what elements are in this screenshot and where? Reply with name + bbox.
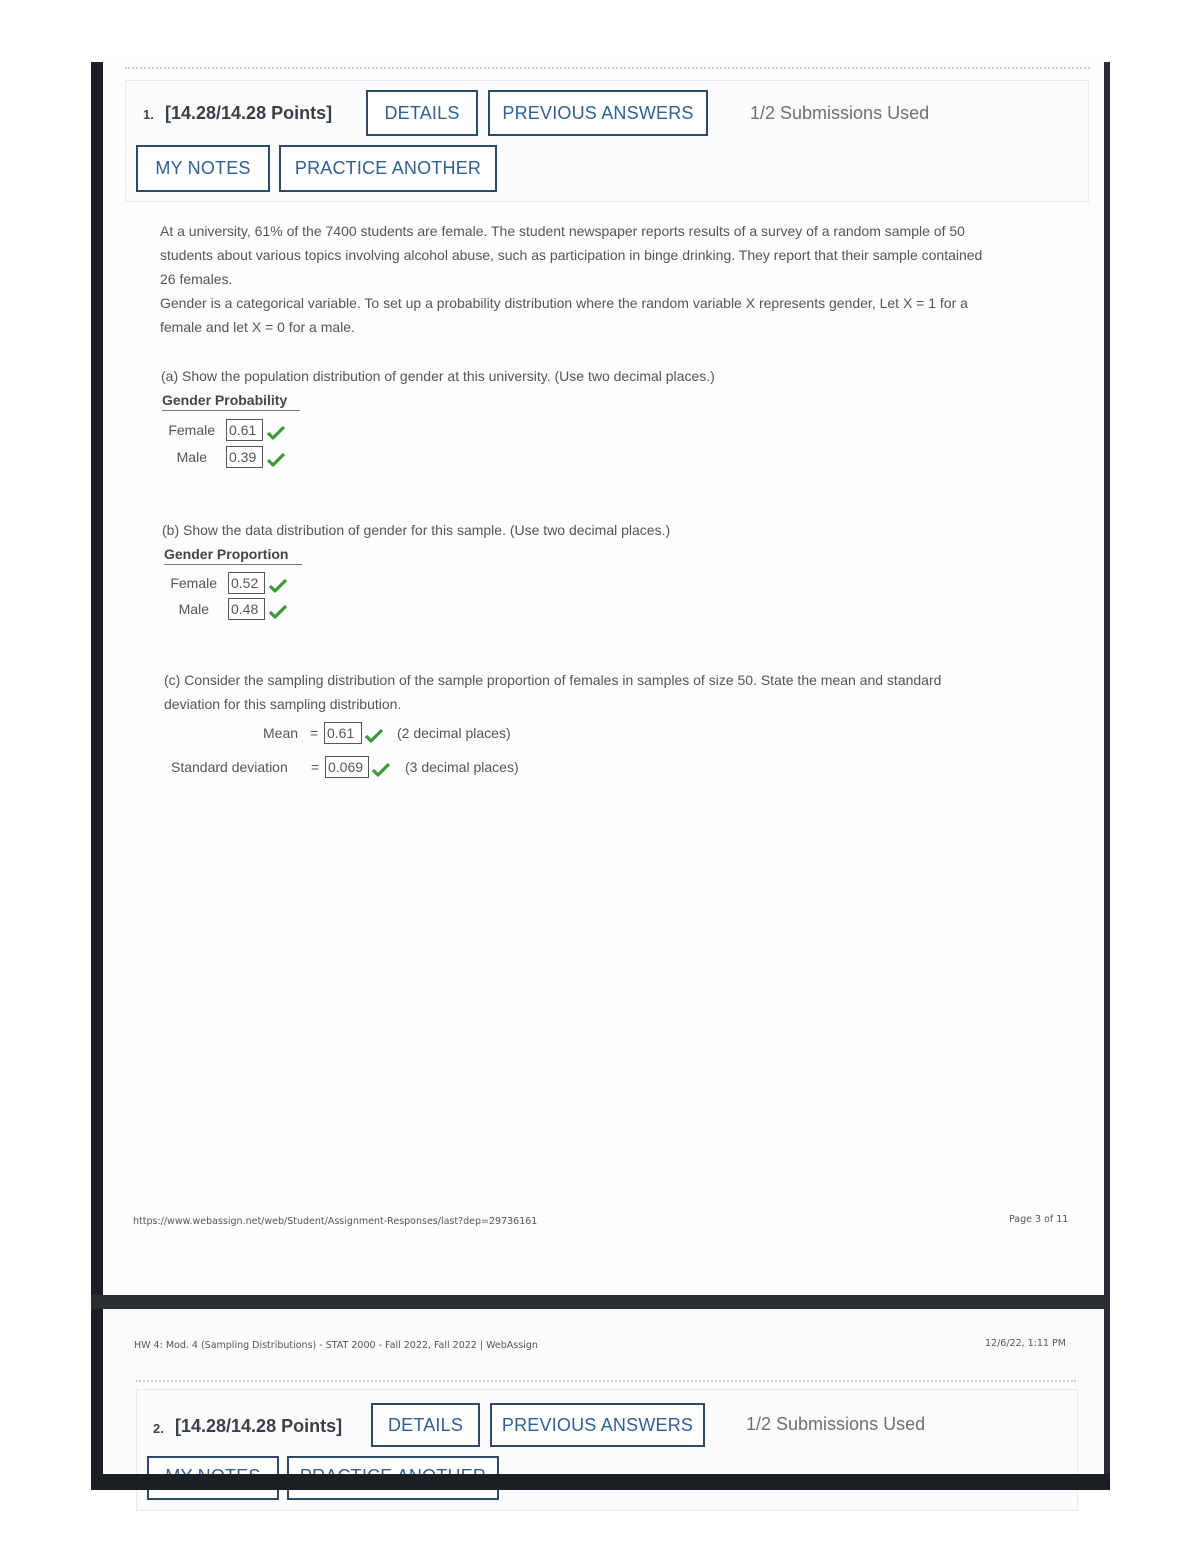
screen-bezel-left <box>91 62 103 1490</box>
mean-label: Mean <box>263 725 299 741</box>
part-c-prompt-line: deviation for this sampling distribution. <box>164 696 402 712</box>
my-notes-button[interactable]: MY NOTES <box>136 145 270 192</box>
submissions-used: 1/2 Submissions Used <box>746 1414 926 1434</box>
check-icon <box>267 453 285 467</box>
page-divider <box>125 67 1090 69</box>
previous-answers-button[interactable]: PREVIOUS ANSWERS <box>490 1403 705 1447</box>
answer-male-proportion[interactable]: 0.48 <box>228 598 265 620</box>
printed-page-4 <box>103 1309 1104 1474</box>
row-label-female: Female <box>168 422 215 438</box>
part-c-prompt-line: (c) Consider the sampling distribution of the sample proportion of females in samples of size 50. State the mean and standard <box>164 672 942 688</box>
question-text-line: 26 females. <box>160 271 233 287</box>
page-divider <box>136 1380 1076 1382</box>
part-a-table-header: Gender Probability <box>162 392 300 411</box>
previous-answers-button[interactable]: PREVIOUS ANSWERS <box>488 90 708 136</box>
answer-female-proportion[interactable]: 0.52 <box>228 572 265 594</box>
sd-label: Standard deviation <box>171 759 288 775</box>
part-b-prompt: (b) Show the data distribution of gender for this sample. (Use two decimal places.) <box>162 522 671 538</box>
page-gap-bezel <box>91 1295 1110 1309</box>
check-icon <box>269 605 287 619</box>
page-header-datetime: 12/6/22, 1:11 PM <box>985 1338 1066 1349</box>
question-number: 1. <box>143 107 154 122</box>
standard-deviation-input[interactable]: 0.069 <box>325 756 369 778</box>
mean-input[interactable]: 0.61 <box>324 722 362 744</box>
details-button[interactable]: DETAILS <box>371 1403 480 1447</box>
part-a-prompt: (a) Show the population distribution of gender at this university. (Use two decimal places.) <box>161 368 715 384</box>
question-text-line: female and let X = 0 for a male. <box>160 319 355 335</box>
part-b-table-header: Gender Proportion <box>164 546 302 565</box>
equals-sign: = <box>310 725 319 741</box>
screen-bezel-right <box>1104 62 1110 1490</box>
question-number: 2. <box>153 1421 164 1436</box>
check-icon <box>267 426 285 440</box>
answer-male-probability[interactable]: 0.39 <box>226 446 263 468</box>
mean-precision-note: (2 decimal places) <box>397 725 511 741</box>
page-url: https://www.webassign.net/web/Student/Assignment-Responses/last?dep=29736161 <box>133 1216 538 1227</box>
check-icon <box>269 579 287 593</box>
page-header-title: HW 4: Mod. 4 (Sampling Distributions) - STAT 2000 - Fall 2022, Fall 2022 | WebAssign <box>134 1340 538 1351</box>
question-points: [14.28/14.28 Points] <box>165 103 333 123</box>
row-label-male: Male <box>176 449 207 465</box>
question-points: [14.28/14.28 Points] <box>175 1416 343 1436</box>
row-label-female: Female <box>170 575 217 591</box>
practice-another-button[interactable]: PRACTICE ANOTHER <box>279 145 497 192</box>
submissions-used: 1/2 Submissions Used <box>750 103 930 123</box>
question-text-line: Gender is a categorical variable. To set up a probability distribution where the random variable X represents gender, Let X = 1 for a <box>160 295 968 311</box>
row-label-male: Male <box>178 601 209 617</box>
question-text <box>160 219 1100 339</box>
page-number: Page 3 of 11 <box>1009 1214 1069 1225</box>
equals-sign: = <box>311 759 320 775</box>
check-icon <box>372 763 390 777</box>
sd-precision-note: (3 decimal places) <box>405 759 519 775</box>
printed-page-3 <box>103 62 1104 1295</box>
check-icon <box>365 729 383 743</box>
answer-female-probability[interactable]: 0.61 <box>226 419 263 441</box>
question-text-line: students about various topics involving alcohol abuse, such as participation in binge drinking. They report that their sample contained <box>160 247 983 263</box>
part-c-prompt <box>164 668 1084 716</box>
question-text-line: At a university, 61% of the 7400 students are female. The student newspaper reports results of a survey of a random sample of 50 <box>160 223 965 239</box>
details-button[interactable]: DETAILS <box>366 90 478 136</box>
screen-bezel-bottom <box>91 1474 1110 1490</box>
